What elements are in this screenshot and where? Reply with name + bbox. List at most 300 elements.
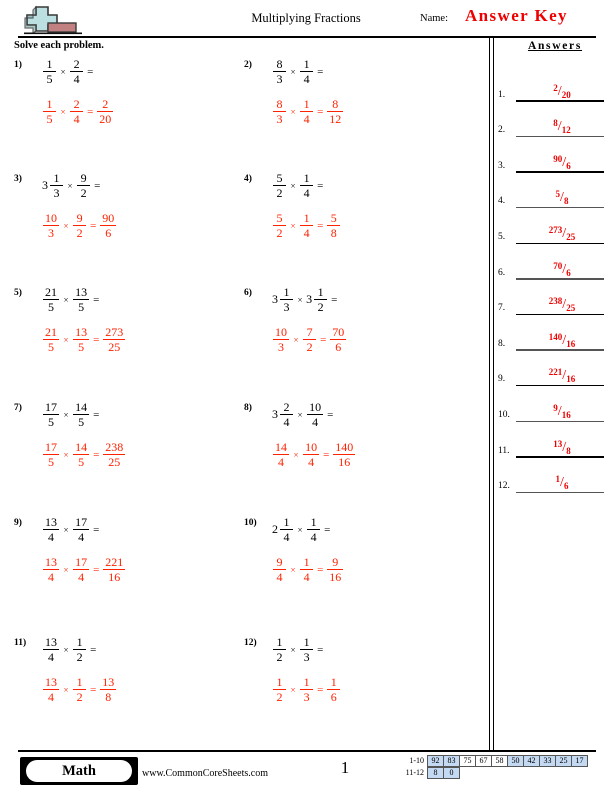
numerator: 1 [283, 515, 290, 529]
numerator: 1 [303, 555, 310, 569]
score-cell: 0 [443, 767, 460, 779]
answer-slash: / [562, 332, 567, 348]
numerator: 17 [45, 400, 57, 414]
term-a [272, 676, 287, 703]
answer-denominator: 20 [561, 89, 571, 100]
answer-numerator: 238 [548, 296, 563, 307]
answer-value [520, 225, 604, 242]
denominator: 2 [306, 339, 313, 354]
denominator: 4 [283, 414, 290, 429]
answer-value [520, 261, 604, 278]
answer-row [496, 386, 612, 422]
term-b [299, 636, 314, 663]
score-conversion-table [398, 755, 588, 779]
equals-operator: = [87, 105, 94, 118]
term-result [99, 676, 117, 703]
numerator: 5 [276, 171, 283, 185]
fraction [327, 556, 343, 583]
term-b [72, 212, 87, 239]
equals-operator: = [327, 408, 334, 421]
fraction [43, 636, 59, 663]
solution-expression [42, 676, 117, 703]
term-a [272, 212, 287, 239]
fraction [303, 441, 319, 468]
fraction [300, 212, 313, 239]
equals-operator: = [93, 563, 100, 576]
answer-slash: / [557, 119, 562, 135]
term-a [272, 326, 290, 353]
term-b [72, 326, 90, 353]
fraction [77, 172, 90, 199]
multiply-operator: × [63, 409, 69, 420]
fraction [273, 636, 286, 663]
fraction [43, 556, 59, 583]
multiply-operator: × [67, 180, 73, 191]
term-b [299, 556, 314, 583]
term-a [42, 172, 64, 199]
multiply-operator: × [290, 66, 296, 77]
problem-number: 3) [14, 174, 22, 184]
multiply-operator: × [63, 449, 69, 460]
term-a [42, 676, 60, 703]
numerator: 8 [332, 97, 339, 111]
answer-row [496, 422, 612, 458]
denominator: 5 [46, 71, 53, 86]
problem-expression [272, 172, 326, 199]
score-cell: 17 [571, 755, 588, 767]
numerator: 1 [76, 635, 83, 649]
equals-operator: = [90, 219, 97, 232]
equals-operator: = [93, 408, 100, 421]
numerator: 13 [45, 555, 57, 569]
term-a [42, 212, 60, 239]
solution-expression [42, 556, 126, 583]
numerator: 1 [303, 211, 310, 225]
denominator: 4 [48, 529, 54, 544]
answer-row [496, 137, 612, 173]
problem-expression [272, 286, 340, 313]
answer-index: 9. [498, 374, 506, 385]
numerator: 1 [330, 675, 337, 689]
numerator: 2 [73, 97, 80, 111]
denominator: 20 [99, 111, 112, 126]
term-b [69, 98, 84, 125]
term-result [102, 556, 126, 583]
fraction [327, 676, 340, 703]
numerator: 17 [75, 555, 88, 569]
fraction [273, 676, 286, 703]
numerator: 10 [305, 440, 318, 454]
term-b [302, 326, 317, 353]
denominator: 3 [53, 185, 60, 200]
score-cell: 67 [475, 755, 492, 767]
answer-numerator: 2 [553, 82, 558, 93]
term-a [42, 98, 57, 125]
denominator: 3 [276, 111, 283, 126]
answers-column [496, 66, 612, 493]
fraction [333, 441, 355, 468]
fraction [280, 286, 293, 313]
solution-expression [42, 441, 126, 468]
term-a [272, 441, 290, 468]
answer-index: 1. [498, 89, 506, 100]
subject-badge [20, 757, 138, 785]
fraction [43, 326, 59, 353]
fraction [273, 441, 289, 468]
fraction [43, 286, 59, 313]
term-a [42, 516, 60, 543]
problem-number: 8) [244, 403, 252, 413]
multiply-operator: × [63, 294, 69, 305]
term-result [102, 326, 126, 353]
denominator: 4 [48, 689, 54, 704]
numerator: 1 [310, 515, 317, 529]
term-a [272, 286, 294, 313]
term-b [299, 676, 314, 703]
term-b [302, 441, 320, 468]
denominator: 2 [317, 299, 324, 314]
numerator: 5 [330, 211, 337, 225]
answer-row [496, 244, 612, 280]
term-a [272, 172, 287, 199]
equals-operator: = [317, 219, 324, 232]
answer-row [496, 102, 612, 138]
multiply-operator: × [290, 684, 296, 695]
problem-expression [272, 516, 333, 543]
fraction [43, 441, 59, 468]
denominator: 3 [48, 225, 54, 240]
answer-value [520, 403, 604, 420]
denominator: 6 [335, 339, 342, 354]
denominator: 4 [48, 569, 54, 584]
fraction [273, 172, 286, 199]
answer-index: 4. [498, 196, 506, 207]
denominator: 4 [303, 71, 310, 86]
denominator: 6 [330, 689, 337, 704]
denominator: 4 [308, 454, 315, 469]
denominator: 4 [303, 111, 310, 126]
answer-numerator: 70 [553, 260, 563, 271]
fraction [273, 326, 289, 353]
equals-operator: = [317, 643, 324, 656]
solution-expression [42, 326, 126, 353]
term-a [272, 98, 287, 125]
numerator: 1 [276, 635, 283, 649]
term-a [42, 556, 60, 583]
numerator: 13 [102, 675, 115, 689]
numerator: 90 [102, 211, 115, 225]
numerator: 1 [303, 171, 310, 185]
term-a [42, 636, 60, 663]
fraction [73, 516, 89, 543]
denominator: 2 [276, 185, 283, 200]
numerator: 13 [75, 285, 88, 299]
denominator: 2 [276, 649, 283, 664]
problem-number: 11) [14, 638, 27, 648]
fraction [280, 516, 293, 543]
answer-value [520, 296, 604, 313]
answer-numerator: 221 [548, 367, 563, 378]
header-divider-rule [18, 36, 596, 38]
equals-operator: = [93, 523, 100, 536]
denominator: 2 [76, 225, 83, 240]
answer-denominator: 16 [566, 338, 576, 349]
answer-numerator: 273 [548, 224, 563, 235]
answer-row [496, 280, 612, 316]
problem-number: 10) [244, 518, 257, 528]
fraction [307, 401, 323, 428]
term-a [42, 401, 60, 428]
numerator: 1 [276, 675, 283, 689]
vertical-divider-left [489, 38, 490, 750]
fraction [73, 441, 89, 468]
answer-row [496, 208, 612, 244]
problem-number: 7) [14, 403, 22, 413]
equals-operator: = [93, 293, 100, 306]
numerator: 21 [45, 325, 57, 339]
denominator: 3 [283, 299, 290, 314]
solution-expression [272, 326, 347, 353]
fraction [73, 401, 89, 428]
answer-numerator: 13 [553, 438, 563, 449]
denominator: 5 [46, 111, 53, 126]
term-b [69, 58, 84, 85]
equals-operator: = [324, 523, 331, 536]
multiply-operator: × [290, 644, 296, 655]
equals-operator: = [87, 65, 94, 78]
denominator: 4 [303, 569, 310, 584]
numerator: 17 [75, 515, 88, 529]
score-row-label: 1-10 [409, 756, 424, 765]
answer-denominator: 25 [566, 231, 576, 242]
score-cell: 58 [491, 755, 508, 767]
numerator: 1 [303, 57, 310, 71]
fraction [280, 401, 293, 428]
term-result [332, 441, 356, 468]
score-row [398, 767, 588, 779]
answer-denominator: 16 [566, 374, 576, 385]
solution-expression [272, 441, 356, 468]
fraction [300, 676, 313, 703]
denominator: 4 [278, 454, 284, 469]
subject-badge-label: Math [26, 760, 132, 782]
problem-number: 4) [244, 174, 252, 184]
problem-number: 1) [14, 60, 22, 70]
multiply-operator: × [290, 564, 296, 575]
fraction [97, 98, 113, 125]
numerator: 13 [45, 635, 57, 649]
answer-numerator: 90 [553, 153, 563, 164]
fraction [70, 98, 83, 125]
answer-index: 6. [498, 267, 506, 278]
term-a [42, 286, 60, 313]
answer-index: 11. [498, 445, 510, 456]
denominator: 3 [276, 71, 283, 86]
multiply-operator: × [293, 334, 299, 345]
answer-value [520, 367, 604, 384]
answer-denominator: 6 [563, 480, 569, 491]
answer-row [496, 173, 612, 209]
multiply-operator: × [290, 180, 296, 191]
numerator: 14 [75, 400, 88, 414]
numerator: 1 [317, 285, 324, 299]
answer-numerator: 8 [553, 118, 558, 129]
denominator: 4 [78, 529, 85, 544]
answer-numerator: 5 [555, 189, 561, 200]
problem-number: 2) [244, 60, 252, 70]
answer-row [496, 351, 612, 387]
solution-expression [42, 98, 114, 125]
vertical-divider-right [493, 38, 494, 750]
numerator: 2 [283, 400, 290, 414]
fraction [327, 98, 343, 125]
fraction [300, 172, 313, 199]
numerator: 1 [46, 97, 53, 111]
numerator: 17 [45, 440, 57, 454]
denominator: 16 [329, 569, 342, 584]
answer-denominator: 6 [566, 160, 571, 171]
term-a [42, 441, 60, 468]
denominator: 4 [283, 529, 290, 544]
equals-operator: = [317, 563, 324, 576]
answer-slash: / [562, 439, 567, 455]
fraction [43, 676, 59, 703]
equals-operator: = [317, 683, 324, 696]
fraction [103, 441, 125, 468]
denominator: 4 [310, 529, 317, 544]
multiply-operator: × [63, 220, 69, 231]
term-result [326, 556, 344, 583]
denominator: 8 [330, 225, 337, 240]
whole-number: 3 [42, 178, 48, 193]
answer-index: 7. [498, 303, 506, 314]
numerator: 13 [45, 515, 57, 529]
fraction [43, 98, 56, 125]
fraction [330, 326, 346, 353]
numerator: 273 [105, 325, 124, 339]
fraction [73, 636, 86, 663]
term-b [299, 98, 314, 125]
answer-blank-line[interactable] [516, 492, 604, 493]
denominator: 4 [48, 649, 54, 664]
multiply-operator: × [290, 106, 296, 117]
denominator: 4 [303, 225, 310, 240]
equals-operator: = [331, 293, 338, 306]
denominator: 2 [276, 225, 283, 240]
answer-value [520, 332, 604, 349]
whole-number: 3 [306, 292, 313, 307]
term-b [299, 58, 314, 85]
term-b [76, 172, 91, 199]
fraction [70, 58, 83, 85]
answer-denominator: 8 [566, 445, 571, 456]
score-cell: 75 [459, 755, 476, 767]
denominator: 2 [76, 649, 83, 664]
answer-slash: / [562, 225, 567, 241]
multiply-operator: × [297, 524, 303, 535]
numerator: 8 [276, 97, 283, 111]
numerator: 14 [75, 440, 88, 454]
multiply-operator: × [60, 106, 66, 117]
fraction [307, 516, 320, 543]
fraction [303, 326, 316, 353]
denominator: 5 [48, 414, 54, 429]
term-b [72, 286, 90, 313]
fraction [300, 98, 313, 125]
numerator: 8 [276, 57, 283, 71]
answer-value [520, 439, 604, 456]
answer-denominator: 16 [561, 409, 571, 420]
equals-operator: = [93, 448, 100, 461]
numerator: 9 [332, 555, 339, 569]
problem-expression [272, 58, 326, 85]
fraction [300, 636, 313, 663]
multiply-operator: × [63, 524, 69, 535]
numerator: 14 [275, 440, 287, 454]
multiply-operator: × [63, 564, 69, 575]
fraction [43, 516, 59, 543]
page-title: Multiplying Fractions [251, 11, 361, 25]
score-cell: 33 [539, 755, 556, 767]
answer-denominator: 25 [566, 302, 576, 313]
numerator: 21 [45, 285, 57, 299]
answer-key-stamp: Answer Key [465, 6, 568, 25]
problem-number: 5) [14, 288, 22, 298]
whole-number: 3 [272, 407, 278, 422]
numerator: 2 [73, 57, 80, 71]
answer-numerator: 1 [555, 474, 561, 485]
numerator: 13 [75, 325, 88, 339]
denominator: 8 [105, 689, 112, 704]
answer-denominator: 6 [566, 267, 571, 278]
term-result [326, 98, 344, 125]
fraction [73, 676, 86, 703]
score-cell: 50 [507, 755, 524, 767]
denominator: 5 [48, 299, 54, 314]
multiply-operator: × [63, 644, 69, 655]
fraction [50, 172, 63, 199]
fraction [273, 556, 286, 583]
fraction [100, 676, 116, 703]
denominator: 4 [276, 569, 283, 584]
solution-expression [272, 556, 344, 583]
denominator: 3 [303, 689, 310, 704]
whole-number: 2 [272, 522, 278, 537]
denominator: 4 [73, 71, 80, 86]
term-a [272, 58, 287, 85]
site-url-text: www.CommonCoreSheets.com [142, 768, 269, 779]
numerator: 1 [303, 97, 310, 111]
denominator: 6 [105, 225, 112, 240]
score-cell: 83 [443, 755, 460, 767]
term-result [96, 98, 114, 125]
fraction [300, 58, 313, 85]
answer-slash: / [562, 297, 567, 313]
multiply-operator: × [63, 684, 69, 695]
denominator: 2 [276, 689, 283, 704]
score-row-label: 11-12 [405, 768, 424, 777]
numerator: 70 [332, 325, 345, 339]
answer-slash: / [560, 190, 564, 206]
term-result [102, 441, 126, 468]
term-a [42, 326, 60, 353]
page-number: 1 [340, 758, 350, 777]
answer-row [496, 315, 612, 351]
problem-expression [42, 401, 102, 428]
answer-index: 5. [498, 231, 506, 242]
denominator: 25 [108, 339, 121, 354]
term-result [326, 676, 341, 703]
